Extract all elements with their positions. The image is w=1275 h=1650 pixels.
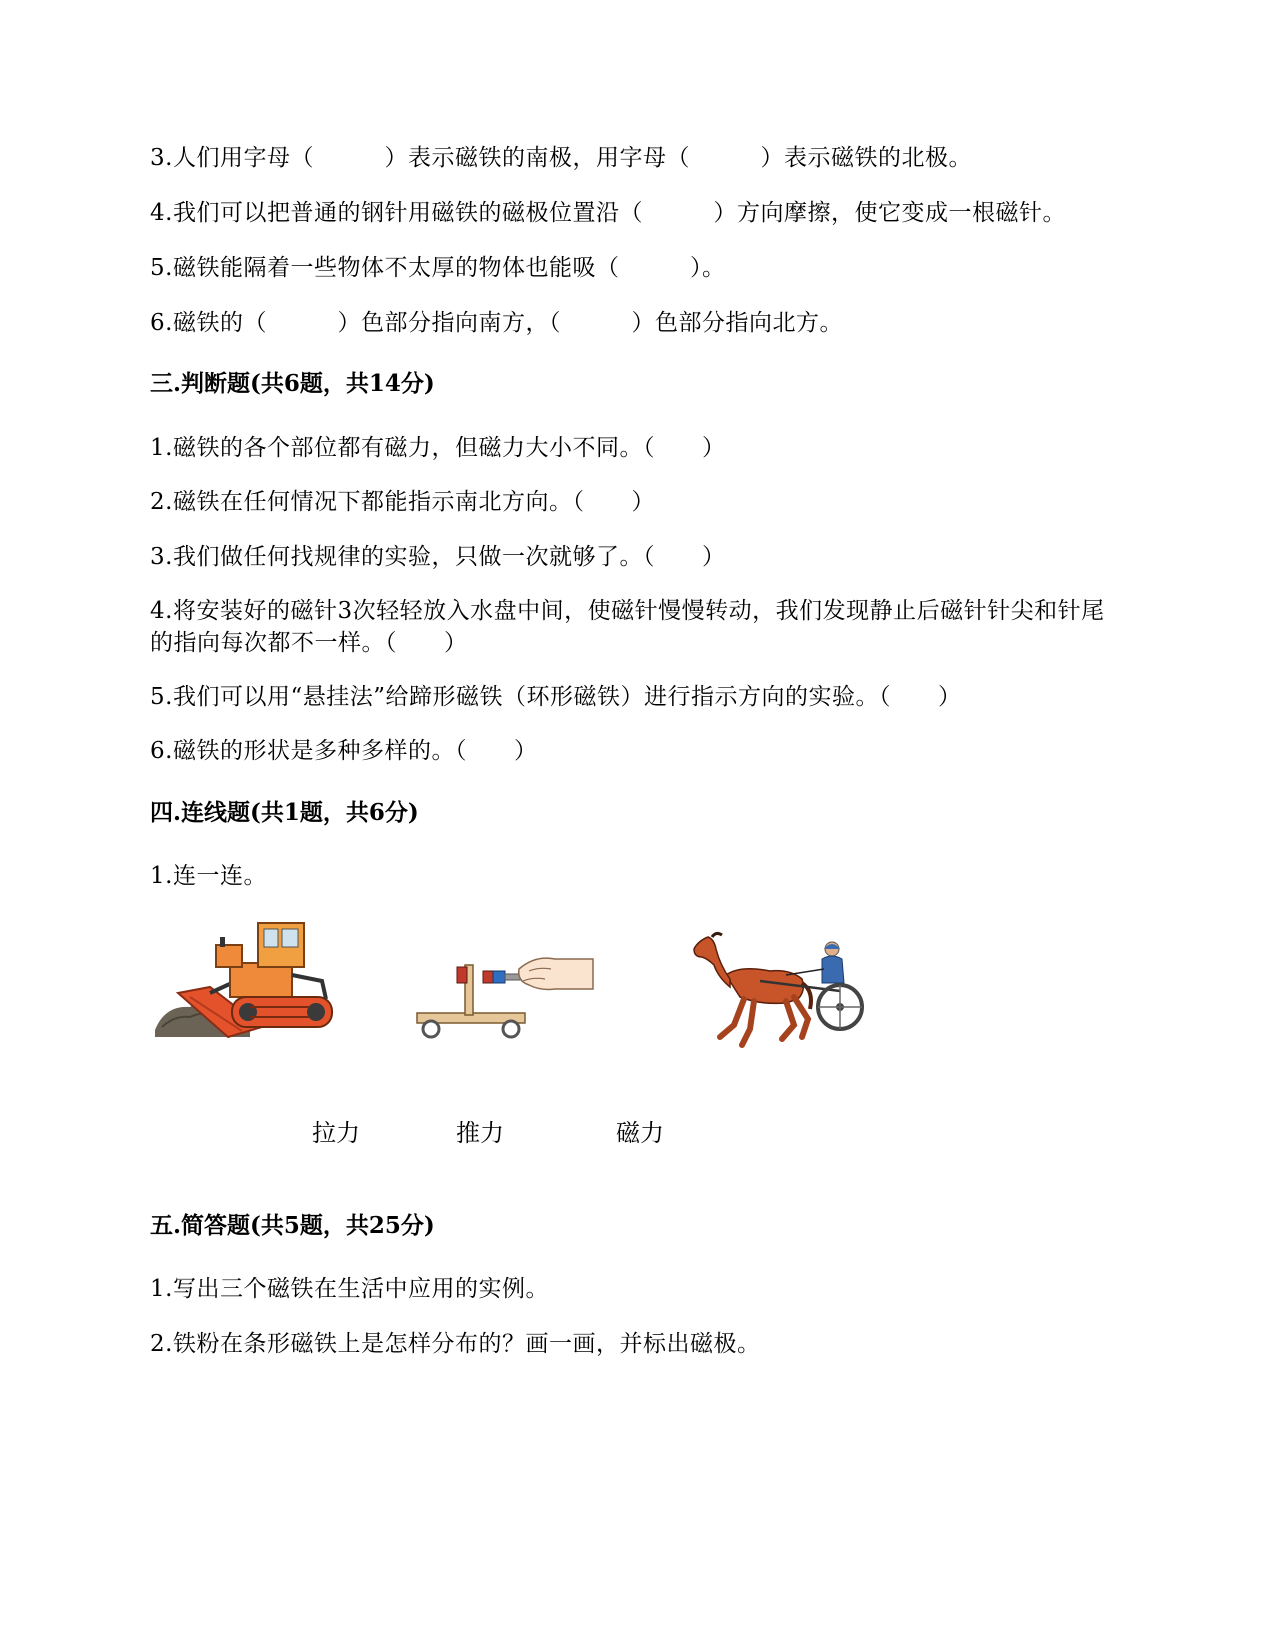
matching-label-pull: 拉力 — [312, 1119, 360, 1147]
judgment-item-5: 5.我们可以用“悬挂法”给蹄形磁铁（环形磁铁）进行指示方向的实验。（ ） — [150, 684, 962, 710]
matching-heading: 四.连线题(共1题，共6分) — [150, 799, 419, 826]
matching-label-push: 推力 — [456, 1119, 504, 1147]
magnet-cart-picture — [405, 945, 600, 1055]
judgment-item-2: 2.磁铁在任何情况下都能指示南北方向。（ ） — [150, 489, 655, 515]
matching-label-magnetic: 磁力 — [616, 1119, 664, 1147]
judgment-heading: 三.判断题(共6题，共14分) — [150, 370, 435, 397]
judgment-item-3: 3.我们做任何找规律的实验，只做一次就够了。（ ） — [150, 544, 726, 570]
fill-blank-item-5: 5.磁铁能隔着一些物体不太厚的物体也能吸（ ）。 — [150, 255, 726, 281]
horse-cart-picture — [690, 925, 865, 1060]
short-answer-item-2: 2.铁粉在条形磁铁上是怎样分布的？画一画，并标出磁极。 — [150, 1331, 761, 1357]
fill-blank-item-6: 6.磁铁的（ ）色部分指向南方，（ ）色部分指向北方。 — [150, 310, 843, 336]
judgment-item-6: 6.磁铁的形状是多种多样的。（ ） — [150, 738, 538, 764]
bulldozer-picture — [150, 915, 340, 1050]
short-answer-heading: 五.简答题(共5题，共25分) — [150, 1212, 435, 1239]
matching-prompt: 1.连一连。 — [150, 863, 267, 889]
judgment-item-4: 4.将安装好的磁针3次轻轻放入水盘中间，使磁针慢慢转动，我们发现静止后磁针针尖和针尾的指向每次都不一样。（ ） — [150, 598, 1105, 656]
short-answer-item-1: 1.写出三个磁铁在生活中应用的实例。 — [150, 1276, 549, 1302]
judgment-item-1: 1.磁铁的各个部位都有磁力，但磁力大小不同。（ ） — [150, 435, 726, 461]
fill-blank-item-4: 4.我们可以把普通的钢针用磁铁的磁极位置沿（ ）方向摩擦，使它变成一根磁针。 — [150, 200, 1066, 226]
fill-blank-item-3: 3.人们用字母（ ）表示磁铁的南极，用字母（ ）表示磁铁的北极。 — [150, 145, 972, 171]
